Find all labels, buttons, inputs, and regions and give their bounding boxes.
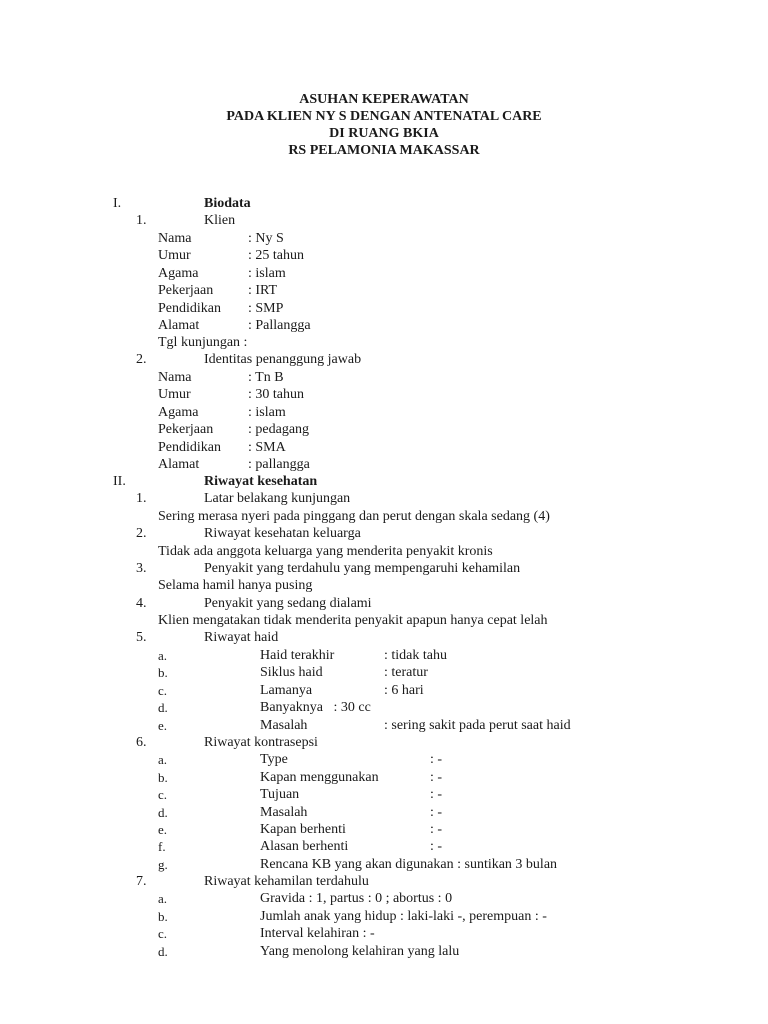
field-value: : pedagang [248,422,310,437]
field-value: : IRT [248,283,278,298]
sub-letter: e. [158,718,168,733]
item-text: Tidak ada anggota keluarga yang menderita penyakit kronis [158,544,493,559]
field-value: : Pallangga [248,318,311,333]
sub-letter: e. [158,822,168,837]
item-number: 7. [136,874,147,889]
field-label: Pekerjaan [158,283,214,298]
sub-value: : - [430,822,443,837]
sub-label: Alasan berhenti [260,839,349,854]
sub-letter: f. [158,839,166,854]
item-number: 2. [136,352,147,367]
field-label: Pekerjaan [158,422,214,437]
field-value: : SMP [248,301,284,316]
sub-label: Masalah [260,805,308,820]
sub-label: Lamanya [260,683,313,698]
field-value: : pallangga [248,457,310,472]
item-heading: Klien [204,213,236,228]
field-value: : Ny S [248,231,284,246]
field-label: Agama [158,405,199,420]
field-value: : islam [248,405,286,420]
sub-letter: d. [158,700,168,715]
sub-letter: g. [158,857,168,872]
sub-letter: b. [158,665,168,680]
sub-value: : teratur [384,665,428,680]
item-number: 3. [136,561,147,576]
field-label: Alamat [158,457,200,472]
sub-letter: a. [158,752,168,767]
item-number: 6. [136,735,147,750]
sub-text: Interval kelahiran : - [260,926,375,941]
sub-letter: d. [158,805,168,820]
item-number: 5. [136,630,147,645]
sub-value: : - [430,787,443,802]
field-label: Pendidikan [158,440,221,455]
item-number: 2. [136,526,147,541]
item-text: Selama hamil hanya pusing [158,578,313,593]
sub-label: Haid terakhir [260,648,335,663]
section-number: II. [113,474,126,489]
sub-label: Masalah [260,718,308,733]
section-number: I. [113,196,122,211]
sub-label: Kapan menggunakan [260,770,379,785]
field-label: Alamat [158,318,200,333]
field-label: Agama [158,266,199,281]
section-heading: Riwayat kesehatan [204,474,318,489]
sub-letter: b. [158,909,168,924]
item-heading: Latar belakang kunjungan [204,491,351,506]
item-number: 1. [136,491,147,506]
item-number: 1. [136,213,147,228]
sub-label: Kapan berhenti [260,822,346,837]
visit-date-label: Tgl kunjungan : [158,335,248,350]
sub-letter: c. [158,683,168,698]
field-label: Pendidikan [158,301,221,316]
item-heading: Penyakit yang terdahulu yang mempengaruhi kehamilan [204,561,521,576]
sub-label: Banyaknya : 30 cc [260,700,371,715]
sub-text: Jumlah anak yang hidup : laki-laki -, perempuan : - [260,909,547,924]
sub-text: Yang menolong kelahiran yang lalu [260,944,460,959]
item-heading: Riwayat haid [204,630,279,645]
doc-title-line-3: DI RUANG BKIA [329,126,439,141]
item-heading: Penyakit yang sedang dialami [204,596,372,611]
sub-value: : tidak tahu [384,648,447,663]
item-number: 4. [136,596,147,611]
sub-letter: a. [158,648,168,663]
sub-value: : - [430,752,443,767]
field-label: Umur [158,387,191,402]
field-label: Nama [158,370,192,385]
item-heading: Identitas penanggung jawab [204,352,362,367]
sub-letter: c. [158,787,168,802]
item-heading: Riwayat kontrasepsi [204,735,318,750]
sub-value: : - [430,839,443,854]
doc-title-line-1: ASUHAN KEPERAWATAN [299,92,469,107]
sub-value: : - [430,805,443,820]
sub-letter: a. [158,891,168,906]
sub-text: Gravida : 1, partus : 0 ; abortus : 0 [260,891,453,906]
section-heading: Biodata [204,196,251,211]
item-heading: Riwayat kehamilan terdahulu [204,874,369,889]
field-value: : 30 tahun [248,387,304,402]
field-label: Nama [158,231,192,246]
sub-value: : 6 hari [384,683,424,698]
field-label: Umur [158,248,191,263]
sub-label: Type [260,752,288,767]
sub-value: : sering sakit pada perut saat haid [384,718,571,733]
sub-letter: b. [158,770,168,785]
doc-title-line-2: PADA KLIEN NY S DENGAN ANTENATAL CARE [226,109,542,124]
sub-letter: d. [158,944,168,959]
field-value: : SMA [248,440,286,455]
sub-label: Tujuan [260,787,300,802]
sub-label: Rencana KB yang akan digunakan : suntikan 3 bulan [260,857,558,872]
item-text: Sering merasa nyeri pada pinggang dan perut dengan skala sedang (4) [158,509,550,524]
sub-letter: c. [158,926,168,941]
item-text: Klien mengatakan tidak menderita penyakit apapun hanya cepat lelah [158,613,548,628]
doc-title-line-4: RS PELAMONIA MAKASSAR [288,143,480,158]
sub-label: Siklus haid [260,665,323,680]
sub-value: : - [430,770,443,785]
field-value: : islam [248,266,286,281]
item-heading: Riwayat kesehatan keluarga [204,526,361,541]
field-value: : 25 tahun [248,248,304,263]
field-value: : Tn B [248,370,284,385]
